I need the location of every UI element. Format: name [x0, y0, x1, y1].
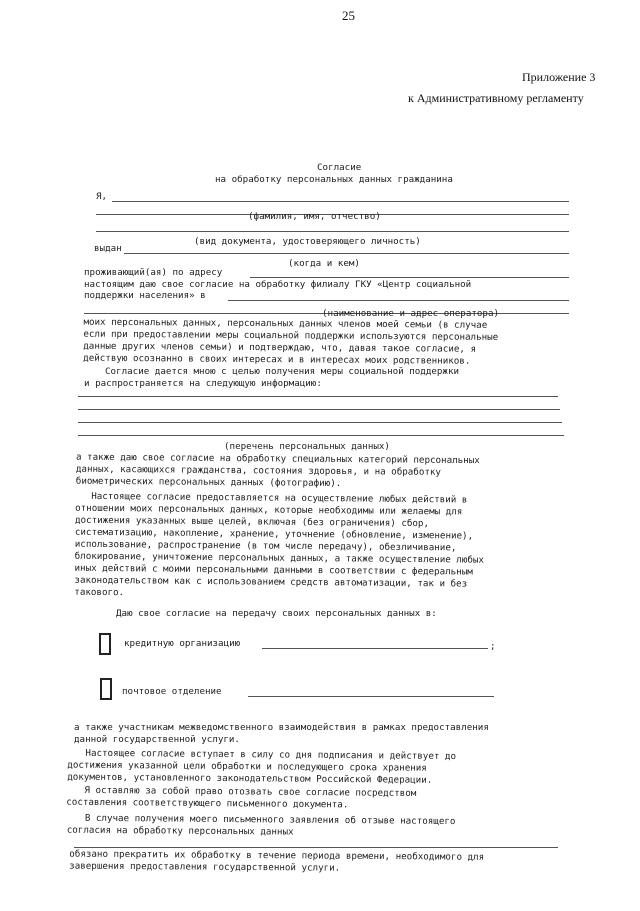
para2-line: Согласие дается мною с целью получения меры социальной поддержки [105, 366, 460, 377]
operator-caption: (наименование и адрес оператора) [322, 308, 500, 319]
para4-line: блокирование, уничтожение персональных данных, а также осуществление любых [74, 550, 485, 566]
para4-line: отношении моих персональных данных, которые необходимы или желаемы для [75, 502, 463, 518]
residing-label: проживающий(ая) по адресу [84, 267, 223, 278]
para4-line: Настоящее согласие предоставляется на осуществление любых действий в [91, 490, 468, 506]
page-number: 25 [342, 8, 355, 23]
para4-line: законодательством как с использованием средств автоматизации, так и без [74, 574, 468, 590]
issued-label: выдан [94, 243, 122, 254]
para6-line: документов, установленного законодательством Российской Федерации. [67, 771, 433, 786]
para3-line: данных, касающихся гражданства, состояния здоровья, и на обработку [75, 463, 442, 478]
para6-line: Настоящее согласие вступает в силу со дня подписания и действует до [85, 747, 457, 763]
consent-line-1: настоящим даю свое согласие на обработку филиалу ГКУ «Центр социальной [84, 279, 472, 290]
para1-line: действую осознанно в своих интересах и в интересах моих родственников. [83, 352, 471, 367]
transfer-intro: Даю свое согласие на передачу своих персональных данных в: [116, 608, 437, 619]
post-option-label: почтовое отделение [122, 686, 222, 697]
para5-line: а также участникам межведомственного взаимодействия в рамках предоставления [74, 722, 489, 733]
title-line-2: на обработку персональных данных гражданина [215, 174, 453, 185]
title-line-1: Согласие [317, 162, 362, 173]
regulation-label: к Административному регламенту [408, 91, 584, 105]
para3-line: биометрических персональных данных (фотографию). [75, 475, 342, 489]
para2-line: и распространяется на следующую информацию: [84, 378, 322, 389]
para7-line: Я оставляю за собой право отозвать свое согласие посредством [84, 784, 417, 800]
para4-line: иных действий с моими персональными данными в соответствии с федеральным [74, 562, 473, 578]
para8-line: согласия на обработку персональных данных [66, 824, 294, 838]
para1-line: если при предоставлении меры социальной поддержки используются персональные [83, 328, 499, 343]
appendix-label: Приложение 3 [522, 70, 596, 84]
para4-line: использование, распространение (в том числе передачу), обезличивание, [74, 538, 457, 554]
list-caption: (перечень персональных данных) [224, 441, 390, 452]
para4-line: достижения указанных выше целей, включая (без ограничения) сбор, [74, 514, 430, 530]
para3-line: а также даю свое согласие на обработку специальных категорий персональных [75, 451, 480, 467]
para8-line: В случае получения моего письменного заявления об отзыве настоящего [84, 812, 456, 828]
para1-line: данные других членов семьи) и подтверждаю, что, давая такое согласие, я [83, 340, 477, 355]
fio-caption: (фамилия, имя, отчество) [248, 211, 381, 222]
doc-caption: (вид документа, удостоверяющего личность) [194, 236, 421, 247]
para7-line: составления соответствующего письменного документа. [66, 796, 349, 811]
issued-caption: (когда и кем) [288, 258, 360, 269]
para9-line: завершения предоставления государственной услуги. [69, 860, 341, 874]
consent-line-2: поддержки населения» в [84, 290, 206, 301]
para4-line: систематизацию, накопление, хранение, уточнение (обновление, изменение), [74, 526, 474, 542]
para1-line: моих персональных данных, персональных данных членов моей семьи (в случае [83, 316, 488, 331]
para6-line: достижения указанной цели обработки и последующего срока хранения [67, 759, 427, 774]
credit-option-end: ; [490, 641, 496, 652]
para9-line: обязано прекратить их обработку в течение периода времени, необходимого для [69, 848, 485, 863]
para4-line: такового. [74, 586, 125, 599]
para5-line: данной государственной услуги. [74, 734, 240, 745]
credit-option-label: кредитную организацию [124, 638, 241, 649]
ya-label: Я, [96, 191, 108, 202]
